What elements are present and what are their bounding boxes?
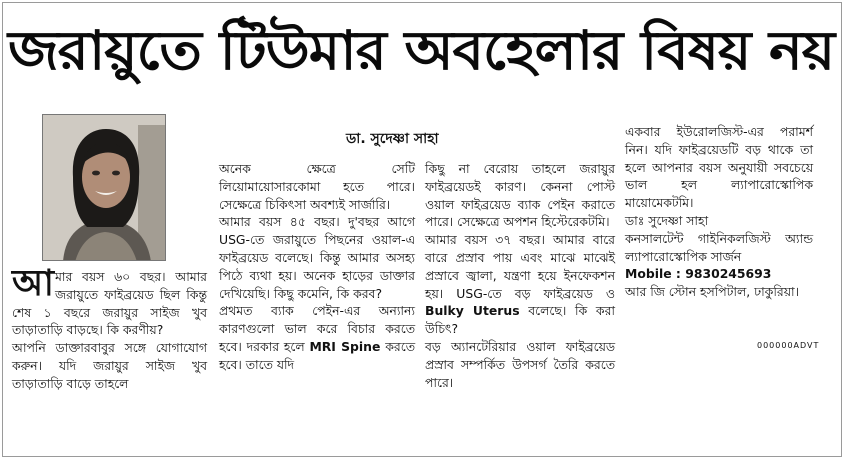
headline: জরায়ুতে টিউমার অবহেলার বিষয় নয় (8, 19, 835, 82)
answer-3: বড় অ্যানটেরিয়ার ওয়াল ফাইব্রয়েড প্রস্রাব সম্পর্কিত উপসর্গ তৈরি করতে পারে। (425, 338, 615, 390)
answer-1-continued: অনেক ক্ষেত্রে সেটি লিয়োমায়োসারকোমা হতে পারে। সেক্ষেত্রে চিকিৎসা অবশ্যই সার্জারি। (219, 161, 415, 212)
question-2: আমার বয়স ৪৫ বছর। দু'বছর আগে USG-তে জরায়ুতে পিছনের ওয়াল-এ ফাইব্রয়েড বলেছে। কিন্তু আমার অসহ্য পিঠে ব্যথা হয়। অনেক হাড়ের ডাক্তার দেখিয়েছি। কিছু কমেনি, কি করব? (219, 214, 415, 301)
answer-2 (219, 302, 415, 373)
question-3 (425, 231, 615, 338)
mobile-label: Mobile : (625, 266, 686, 282)
column-4 (625, 123, 813, 301)
question-3-text-b: বলেছে। কি করা উচিৎ? (425, 303, 615, 337)
question-1 (12, 263, 207, 339)
question-1-text: মার বয়স ৬০ বছর। আমার জরায়ুতে ফাইব্রয়েড ছিল কিন্তু শেষ ১ বছরে জরায়ুর সাইজ খুব তাড়াতাড়ি বাড়ছে। কি করণীয়? (12, 269, 207, 338)
column-3 (425, 160, 615, 391)
hospital-address: আর জি স্টোন হসপিটাল, ঢাকুরিয়া। (625, 284, 800, 300)
mobile-line (625, 265, 813, 283)
mobile-number: 9830245693 (685, 266, 772, 282)
dropcap: আ (12, 263, 54, 304)
answer-2-text-a: প্রথমত ব্যাক পেইন-এর অন্যান্য কারণগুলো ভাল করে বিচার করতে হবে। দরকার হলে (219, 303, 415, 354)
doctor-name: ডাঃ সুদেষ্ণা সাহা (625, 212, 709, 228)
answer-2-text-b: করতে হবে। তাতে যদি (219, 338, 415, 372)
author-byline: ডা. সুদেষ্ণা সাহা (346, 131, 439, 147)
answer-2-continued: কিছু না বেরোয় তাহলে জরায়ুর ফাইব্রয়েডই কারণ। কেননা পোস্ট ওয়াল ফাইব্রয়েড ব্যাক পেইন করাতে পারে। সেক্ষেত্রে অপশন হিস্টেরেকটমি। (425, 161, 615, 230)
doctor-title: কনসালটেন্ট গাইনিকলজিস্ট অ্যান্ড ল্যাপারোস্কোপিক সার্জন (625, 230, 813, 264)
column-2 (219, 160, 415, 374)
doctor-photo (42, 114, 166, 261)
column-1 (12, 263, 207, 393)
question-3-text-a: আমার বয়স ৩৭ বছর। আমার বারে বারে প্রস্রাব পায় এবং মাঝে মাঝেই প্রস্রাবে জ্বালা, যন্ত্রণা হয়ে ইনফেকশন হয়। USG-তে বড় ফাইব্রয়েড ও (425, 232, 615, 301)
bulky-uterus-term: Bulky Uterus (425, 303, 520, 319)
advt-code: 000000ADVT (757, 341, 820, 350)
answer-1: আপনি ডাক্তারবাবুর সঙ্গে যোগাযোগ করুন। যদি জরায়ুর সাইজ খুব তাড়াতাড়ি বাড়ে তাহলে (12, 340, 207, 391)
answer-3-continued: একবার ইউরোলজিস্ট-এর পরামর্শ নিন। যদি ফাইব্রয়েডটি বড় থাকে তা হলে আপনার বয়স অনুযায়ী সবচেয়ে ভাল হল ল্যাপারোস্কোপিক মায়োমেকটমি। (625, 124, 813, 211)
doctor-portrait-image (43, 115, 166, 261)
mri-spine-term: MRI Spine (309, 338, 381, 354)
